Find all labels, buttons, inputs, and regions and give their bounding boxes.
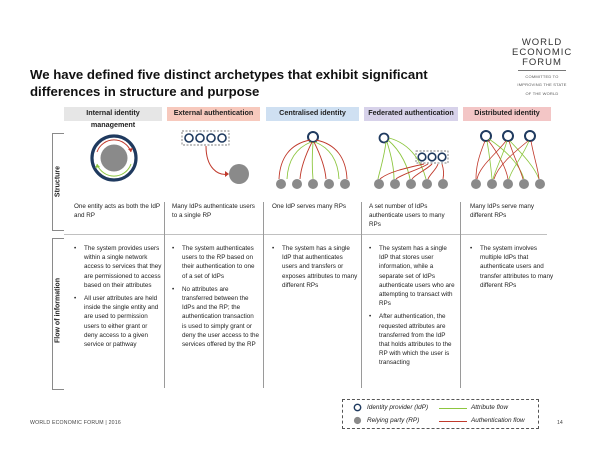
internal-rp-node bbox=[101, 145, 128, 172]
logo-line-2: ECONOMIC bbox=[512, 47, 573, 58]
distributed-rp-node bbox=[519, 179, 529, 189]
logo-tagline-2: IMPROVING THE STATE bbox=[517, 82, 567, 88]
federated-idp-node bbox=[428, 153, 436, 161]
column-header-federated bbox=[364, 107, 458, 119]
external-idp-node bbox=[218, 134, 226, 142]
legend-rp-label: Relying party (RP) bbox=[367, 417, 420, 424]
federated-attr-curve bbox=[378, 142, 386, 179]
internal-arrowhead bbox=[95, 164, 100, 168]
legend bbox=[342, 399, 539, 429]
section-divider bbox=[64, 234, 547, 235]
footer-text: WORLD ECONOMIC FORUM | 2016 bbox=[30, 420, 121, 426]
distributed-auth-curve bbox=[476, 141, 485, 179]
structure-label: Structure bbox=[54, 165, 62, 198]
centralised-rp-node bbox=[324, 179, 334, 189]
federated-rp-node bbox=[406, 179, 416, 189]
centralised-rp-node bbox=[308, 179, 318, 189]
centralised-rp-node bbox=[340, 179, 350, 189]
diagram-distributed bbox=[466, 124, 550, 198]
distributed-rp-node bbox=[471, 179, 481, 189]
federated-idp-node bbox=[418, 153, 426, 161]
centralised-rp-node bbox=[292, 179, 302, 189]
bullet-item: • The system authenticates users to the RP based on their authentication to one of a set of IdPs bbox=[172, 244, 260, 281]
federated-auth-curve bbox=[380, 164, 424, 179]
federated-rp-node bbox=[422, 179, 432, 189]
distributed-idp-node bbox=[503, 131, 513, 141]
page-number: 14 bbox=[557, 420, 563, 426]
centralised-attr-curve bbox=[315, 142, 339, 179]
internal-arrowhead bbox=[128, 148, 133, 152]
column-divider bbox=[361, 202, 362, 388]
column-header-label: External authentication bbox=[173, 108, 254, 117]
logo-tagline-3: OF THE WORLD bbox=[525, 90, 559, 96]
bullets-federated bbox=[369, 244, 457, 372]
caption-external: Many IdPs authenticate users to a single RP bbox=[172, 203, 255, 219]
distributed-auth-curve bbox=[531, 141, 539, 179]
bullets-external bbox=[172, 244, 260, 353]
external-idp-group-box bbox=[182, 131, 229, 145]
column-header-label: Centralised identity bbox=[279, 108, 346, 117]
wef-logo bbox=[512, 38, 572, 96]
centralised-auth-curve bbox=[316, 140, 347, 179]
column-header-distributed bbox=[463, 107, 551, 119]
bullets-distributed bbox=[470, 244, 554, 294]
centralised-rp-node bbox=[276, 179, 286, 189]
bullet-item: • All user attributes are held inside the single entity and are used to permission users to either grant or deny access to a given service or pathway bbox=[74, 294, 162, 349]
column-header-label: Federated authentication bbox=[368, 108, 454, 117]
caption-internal: One entity acts as both the IdP and RP bbox=[74, 203, 160, 219]
column-header-label: Distributed identity bbox=[474, 108, 540, 117]
caption-centralised: One IdP serves many RPs bbox=[272, 203, 347, 210]
diagram-external bbox=[170, 124, 258, 198]
external-idp-node bbox=[196, 134, 204, 142]
column-header-internal bbox=[64, 107, 162, 129]
flow-label: Flow of information bbox=[54, 278, 62, 343]
bullet-item: • After authentication, the requested attributes are transferred from the IdP that holds attributes to the RP with which the user is transacting bbox=[369, 312, 457, 367]
bullets-centralised bbox=[272, 244, 358, 294]
distributed-rp-node bbox=[503, 179, 513, 189]
legend-attr-label: Attribute flow bbox=[471, 404, 508, 411]
logo-line-3: FORUM bbox=[522, 57, 562, 68]
bullet-item: • The system provides users within a single network access to services that they are permissioned to access based on their attributes bbox=[74, 244, 162, 290]
distributed-attr-curve bbox=[493, 141, 507, 179]
distributed-attr-curve bbox=[510, 141, 539, 179]
external-auth-curve bbox=[206, 146, 228, 174]
authentication-flow-line-icon bbox=[439, 421, 467, 422]
external-idp-node bbox=[207, 134, 215, 142]
logo-tagline-1: COMMITTED TO bbox=[525, 73, 559, 79]
distributed-rp-node bbox=[535, 179, 545, 189]
distributed-attr-curve bbox=[487, 141, 492, 179]
distributed-idp-node bbox=[525, 131, 535, 141]
external-arrowhead bbox=[225, 171, 229, 177]
column-header-external bbox=[167, 107, 260, 119]
legend-idp-label: Identity provider (IdP) bbox=[367, 404, 429, 411]
federated-attr-idp-node bbox=[380, 134, 389, 143]
logo-rule bbox=[518, 70, 566, 71]
diagram-federated bbox=[366, 124, 456, 198]
caption-federated: A set number of IdPs authenticate users to many RPs bbox=[369, 203, 445, 228]
distributed-rp-node bbox=[487, 179, 497, 189]
bullet-item: • The system has a single IdP that authenticates users and transfers or exposes attributes to many different RPs bbox=[272, 244, 358, 290]
bullet-item: • No attributes are transferred between the IdPs and the RP; the authentication transaction is used to simply grant or deny the user access to the services offered by the RP bbox=[172, 285, 260, 349]
centralised-attr-curve bbox=[287, 142, 311, 179]
federated-rp-node bbox=[390, 179, 400, 189]
column-header-label: Internal identity management bbox=[86, 108, 140, 129]
federated-rp-node bbox=[374, 179, 384, 189]
diagram-internal bbox=[72, 124, 158, 198]
federated-auth-curve bbox=[442, 164, 444, 179]
identity-provider-icon bbox=[353, 403, 362, 412]
column-divider bbox=[164, 202, 165, 388]
federated-rp-node bbox=[438, 179, 448, 189]
column-divider bbox=[263, 202, 264, 388]
distributed-attr-curve bbox=[509, 141, 529, 179]
bullets-internal bbox=[74, 244, 162, 353]
attribute-flow-line-icon bbox=[439, 408, 467, 409]
logo-line-1: WORLD bbox=[521, 37, 563, 48]
bullet-item: • The system involves multiple IdPs that authenticate users and transfer attributes to many different RPs bbox=[470, 244, 554, 290]
external-idp-node bbox=[185, 134, 193, 142]
external-rp-node bbox=[229, 164, 249, 184]
centralised-auth-curve bbox=[279, 140, 310, 179]
centralised-attr-curve bbox=[312, 142, 313, 179]
legend-auth-label: Authentication flow bbox=[471, 417, 525, 424]
bullet-item: • The system has a single IdP that stores user information, while a separate set of IdPs authenticate users who are attempting to transact with RPs bbox=[369, 244, 457, 308]
page-title: We have defined five distinct archetypes that exhibit significant differences in structure and purpose bbox=[30, 67, 428, 99]
relying-party-icon bbox=[353, 416, 362, 425]
column-divider bbox=[460, 202, 461, 388]
column-header-centralised bbox=[266, 107, 359, 119]
diagram-centralised bbox=[268, 124, 358, 198]
caption-distributed: Many IdPs serve many different RPs bbox=[470, 203, 535, 219]
federated-idp-node bbox=[438, 153, 446, 161]
